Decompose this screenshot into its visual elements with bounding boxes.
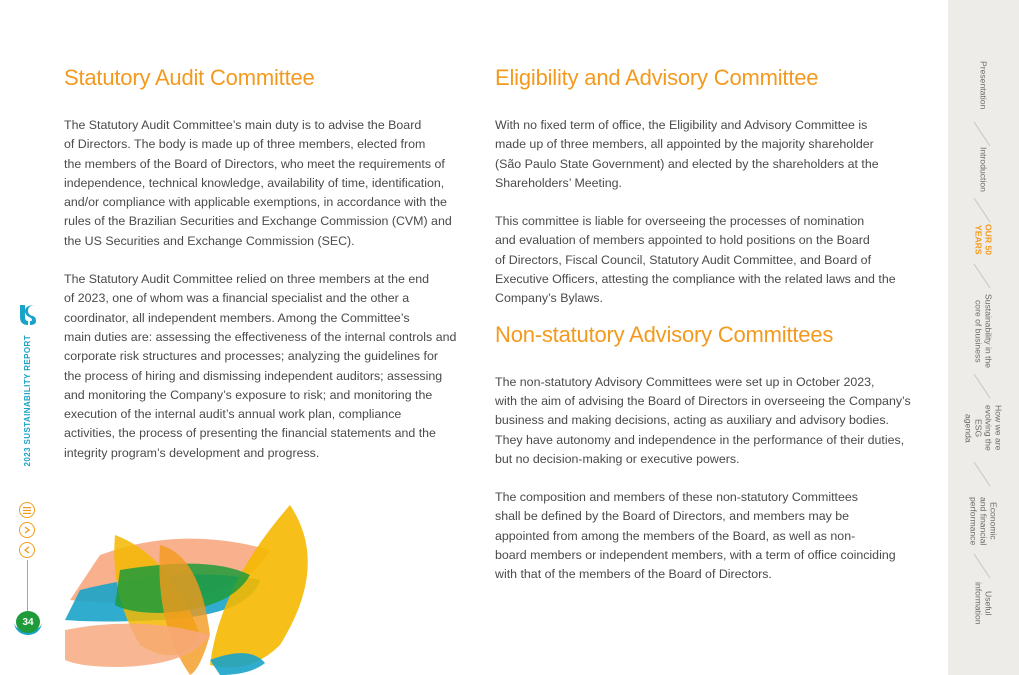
menu-button[interactable] xyxy=(19,502,35,518)
text-line: The composition and members of these non-statutory Committees xyxy=(495,490,858,505)
text-line: of 2023, one of whom was a financial specialist and the other a xyxy=(64,291,410,306)
text-line: rules of the Brazilian Securities and Exchange Commission (CVM) and xyxy=(64,214,452,229)
text-line: and evaluation of members appointed to hold positions on the Board xyxy=(495,233,870,248)
text-line: Company’s Bylaws. xyxy=(495,291,603,306)
menu-icon xyxy=(23,507,31,514)
text-line: The Statutory Audit Committee’s main duty is to advise the Board xyxy=(64,118,422,132)
paragraph xyxy=(64,116,464,251)
text-line: Executive Officers, attesting the compliance with the related laws and the xyxy=(495,272,896,287)
sidebar-item-economic-performance[interactable] xyxy=(948,488,1019,554)
decorative-leaves-artwork xyxy=(60,495,330,675)
report-label: 2023 SUSTAINABILITY REPORT xyxy=(23,335,32,467)
text-line: main duties are: assessing the effectiveness of the internal controls and xyxy=(64,329,457,344)
text-line: and/or compliance with applicable exemptions, in accordance with the xyxy=(64,195,447,210)
text-line: with that of the members of the Board of Directors. xyxy=(495,567,772,582)
text-line: but no decision-making or executive powers. xyxy=(495,451,740,466)
text-line: of Directors, Fiscal Council, Statutory Audit Committee, and Board of xyxy=(495,252,872,267)
next-page-button[interactable] xyxy=(19,522,35,538)
rail-divider xyxy=(27,560,28,612)
text-line: business and making decisions, acting as auxiliary and advisory bodies. xyxy=(495,413,889,428)
left-column xyxy=(64,62,464,463)
text-line: coordinator, all independent members. Among the Committee’s xyxy=(64,310,410,325)
paragraph xyxy=(495,488,915,584)
paragraph xyxy=(495,116,915,193)
sidebar-item-sustainability[interactable] xyxy=(948,288,1019,374)
sidebar-item-introduction[interactable] xyxy=(948,140,1019,198)
paragraph xyxy=(495,212,915,308)
sidebar-item-label: Introduction xyxy=(978,146,989,192)
text-line: of Directors. The body is made up of three members, elected from xyxy=(64,137,426,152)
text-line: the members of the Board of Directors, who meet the requirements of xyxy=(64,156,445,171)
company-logo-icon xyxy=(17,303,39,327)
sidebar-item-esg-agenda[interactable] xyxy=(948,396,1019,460)
text-line: The non-statutory Advisory Committees were set up in October 2023, xyxy=(495,374,875,389)
text-line: with the aim of advising the Board of Directors in overseeing the Company’s xyxy=(495,393,911,408)
sidebar-item-label: Sustainability in the core of business xyxy=(973,293,994,369)
chevron-right-icon xyxy=(24,526,30,534)
section-title-non-statutory: Non-statutory Advisory Committees xyxy=(495,321,834,347)
text-line: the US Securities and Exchange Commission (SEC). xyxy=(64,233,355,248)
sidebar-item-label: Economic and financial performance xyxy=(968,496,999,546)
sidebar-divider xyxy=(970,460,994,488)
text-line: activities, the process of presenting the financial statements and the xyxy=(64,426,436,441)
text-line: corporate risk structures and processes; analyzing the guidelines for xyxy=(64,349,438,364)
sidebar-item-label: Useful information xyxy=(973,581,994,625)
text-line: the process of hiring and dismissing independent auditors; assessing xyxy=(64,368,443,383)
text-line: and monitoring the Company’s exposure to risk; and monitoring the xyxy=(64,387,433,402)
text-line: made up of three members, all appointed by the majority shareholder xyxy=(495,137,874,152)
text-line: Shareholders’ Meeting. xyxy=(495,175,622,190)
sidebar-divider xyxy=(970,262,994,290)
text-line: appointed from among the members of the Board, as well as non- xyxy=(495,528,856,543)
text-line: board members or independent members, with a term of office coinciding xyxy=(495,548,896,563)
text-line: With no fixed term of office, the Eligibility and Advisory Committee is xyxy=(495,118,868,132)
paragraph xyxy=(495,373,915,469)
sidebar-item-label: OUR 50 YEARS xyxy=(973,224,994,256)
right-column xyxy=(495,62,915,585)
text-line: This committee is liable for overseeing the processes of nomination xyxy=(495,214,865,229)
text-line: shall be defined by the Board of Directors, and members may be xyxy=(495,509,850,524)
page-number-badge: 34 xyxy=(16,611,40,633)
text-line: (São Paulo State Government) and elected by the shareholders at the xyxy=(495,156,879,171)
sidebar-item-our-50-years[interactable] xyxy=(948,218,1019,262)
text-line: integrity program’s development and progress. xyxy=(64,445,320,460)
text-line: execution of the internal audit’s annual work plan, compliance xyxy=(64,407,402,422)
sidebar-item-label: Presentation xyxy=(978,60,989,110)
paragraph xyxy=(64,270,464,463)
previous-page-button[interactable] xyxy=(19,542,35,558)
text-line: independence, technical knowledge, availability of time, identification, xyxy=(64,175,445,190)
text-line: The Statutory Audit Committee relied on three members at the end xyxy=(64,272,430,287)
chapter-sidebar xyxy=(948,0,1019,675)
sidebar-item-useful-information[interactable] xyxy=(948,576,1019,630)
section-title-statutory-audit: Statutory Audit Committee xyxy=(64,65,315,90)
section-title-eligibility: Eligibility and Advisory Committee xyxy=(495,65,819,90)
chevron-left-icon xyxy=(24,546,30,554)
text-line: They have autonomy and independence in the performance of their duties, xyxy=(495,432,905,447)
sidebar-item-label: How we are evolving the ESG agenda xyxy=(963,405,1004,451)
